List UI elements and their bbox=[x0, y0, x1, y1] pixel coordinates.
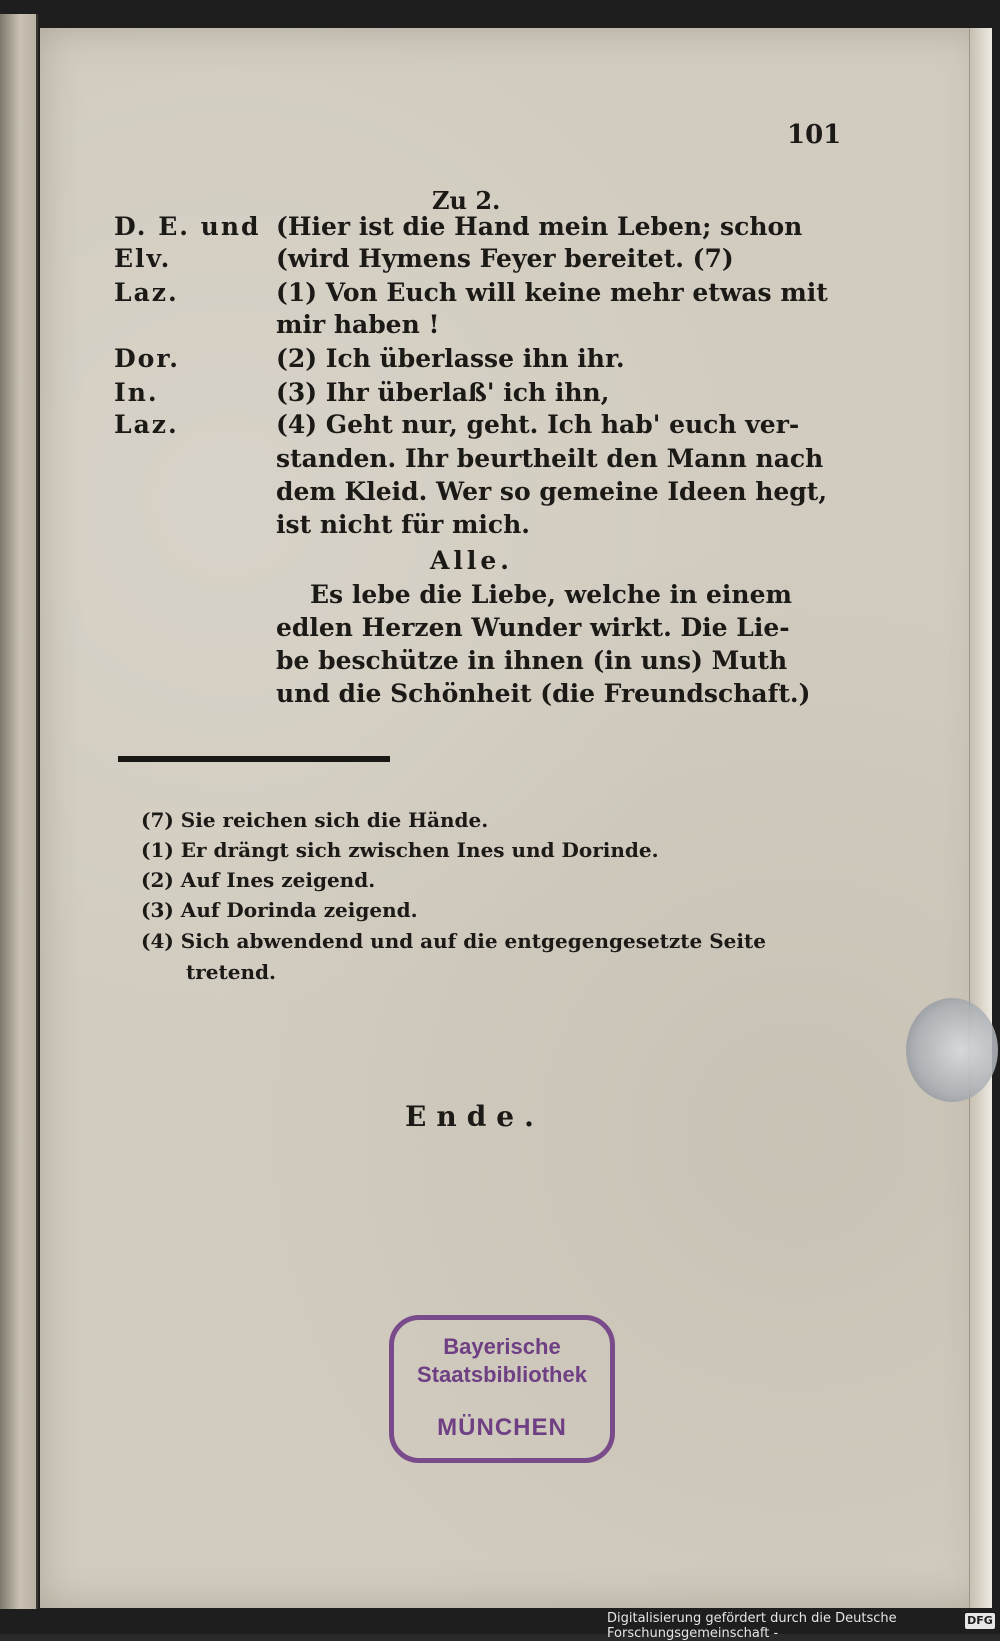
stamp-line: Bayerische bbox=[443, 1334, 561, 1359]
dialogue-line: (2) Ich überlasse ihn ihr. bbox=[276, 344, 625, 373]
dialogue-line: (3) Ihr überlaß' ich ihn, bbox=[276, 378, 610, 407]
chorus-line: be beschütze in ihnen (in uns) Muth bbox=[276, 646, 788, 675]
chorus-speaker: Alle. bbox=[430, 546, 514, 575]
page-number: 101 bbox=[787, 120, 842, 150]
speaker-label: Laz. bbox=[114, 278, 179, 307]
dialogue-line: (4) Geht nur, geht. Ich hab' euch ver- bbox=[276, 410, 800, 439]
footnote: (7) Sie reichen sich die Hände. bbox=[141, 808, 489, 832]
dialogue-line: (wird Hymens Feyer bereitet. (7) bbox=[276, 244, 734, 273]
footnote-rule bbox=[118, 756, 390, 762]
dialogue-line: standen. Ihr beurtheilt den Mann nach bbox=[276, 444, 824, 473]
dialogue-line: dem Kleid. Wer so gemeine Ideen hegt, bbox=[276, 477, 828, 506]
dialogue-line: (1) Von Euch will keine mehr etwas mit bbox=[276, 278, 828, 307]
chorus-line: und die Schönheit (die Freundschaft.) bbox=[276, 679, 811, 708]
footnote: (2) Auf Ines zeigend. bbox=[141, 868, 376, 892]
footnote: (3) Auf Dorinda zeigend. bbox=[141, 898, 418, 922]
dfg-logo: DFG bbox=[965, 1613, 995, 1629]
stamp-line: MÜNCHEN bbox=[437, 1414, 567, 1441]
page-right-edge bbox=[969, 28, 992, 1608]
speaker-label: In. bbox=[114, 378, 159, 407]
dialogue-line: mir haben ! bbox=[276, 310, 440, 339]
library-stamp bbox=[389, 1315, 615, 1463]
scene-heading: Zu 2. bbox=[432, 186, 501, 215]
dialogue-line: ist nicht für mich. bbox=[276, 510, 531, 539]
footer-text: Digitalisierung gefördert durch die Deutsche Forschungsgemeinschaft - bbox=[607, 1611, 897, 1641]
left-page-edge bbox=[0, 14, 38, 1609]
speaker-label: Laz. bbox=[114, 410, 179, 439]
speaker-label: D. E. und bbox=[114, 212, 261, 241]
ending-text: Ende. bbox=[405, 1100, 544, 1133]
page-clip bbox=[906, 998, 998, 1102]
chorus-line: Es lebe die Liebe, welche in einem bbox=[310, 580, 792, 609]
footnote: (1) Er drängt sich zwischen Ines und Dorinde. bbox=[141, 838, 659, 862]
stamp-line: Staatsbibliothek bbox=[417, 1362, 587, 1387]
speaker-label: Elv. bbox=[114, 244, 172, 273]
footnote: (4) Sich abwendend und auf die entgegengesetzte Seite bbox=[141, 929, 766, 953]
speaker-label: Dor. bbox=[114, 344, 180, 373]
chorus-line: edlen Herzen Wunder wirkt. Die Lie- bbox=[276, 613, 790, 642]
footnote-continuation: tretend. bbox=[186, 960, 276, 984]
dialogue-line: (Hier ist die Hand mein Leben; schon bbox=[276, 212, 803, 241]
